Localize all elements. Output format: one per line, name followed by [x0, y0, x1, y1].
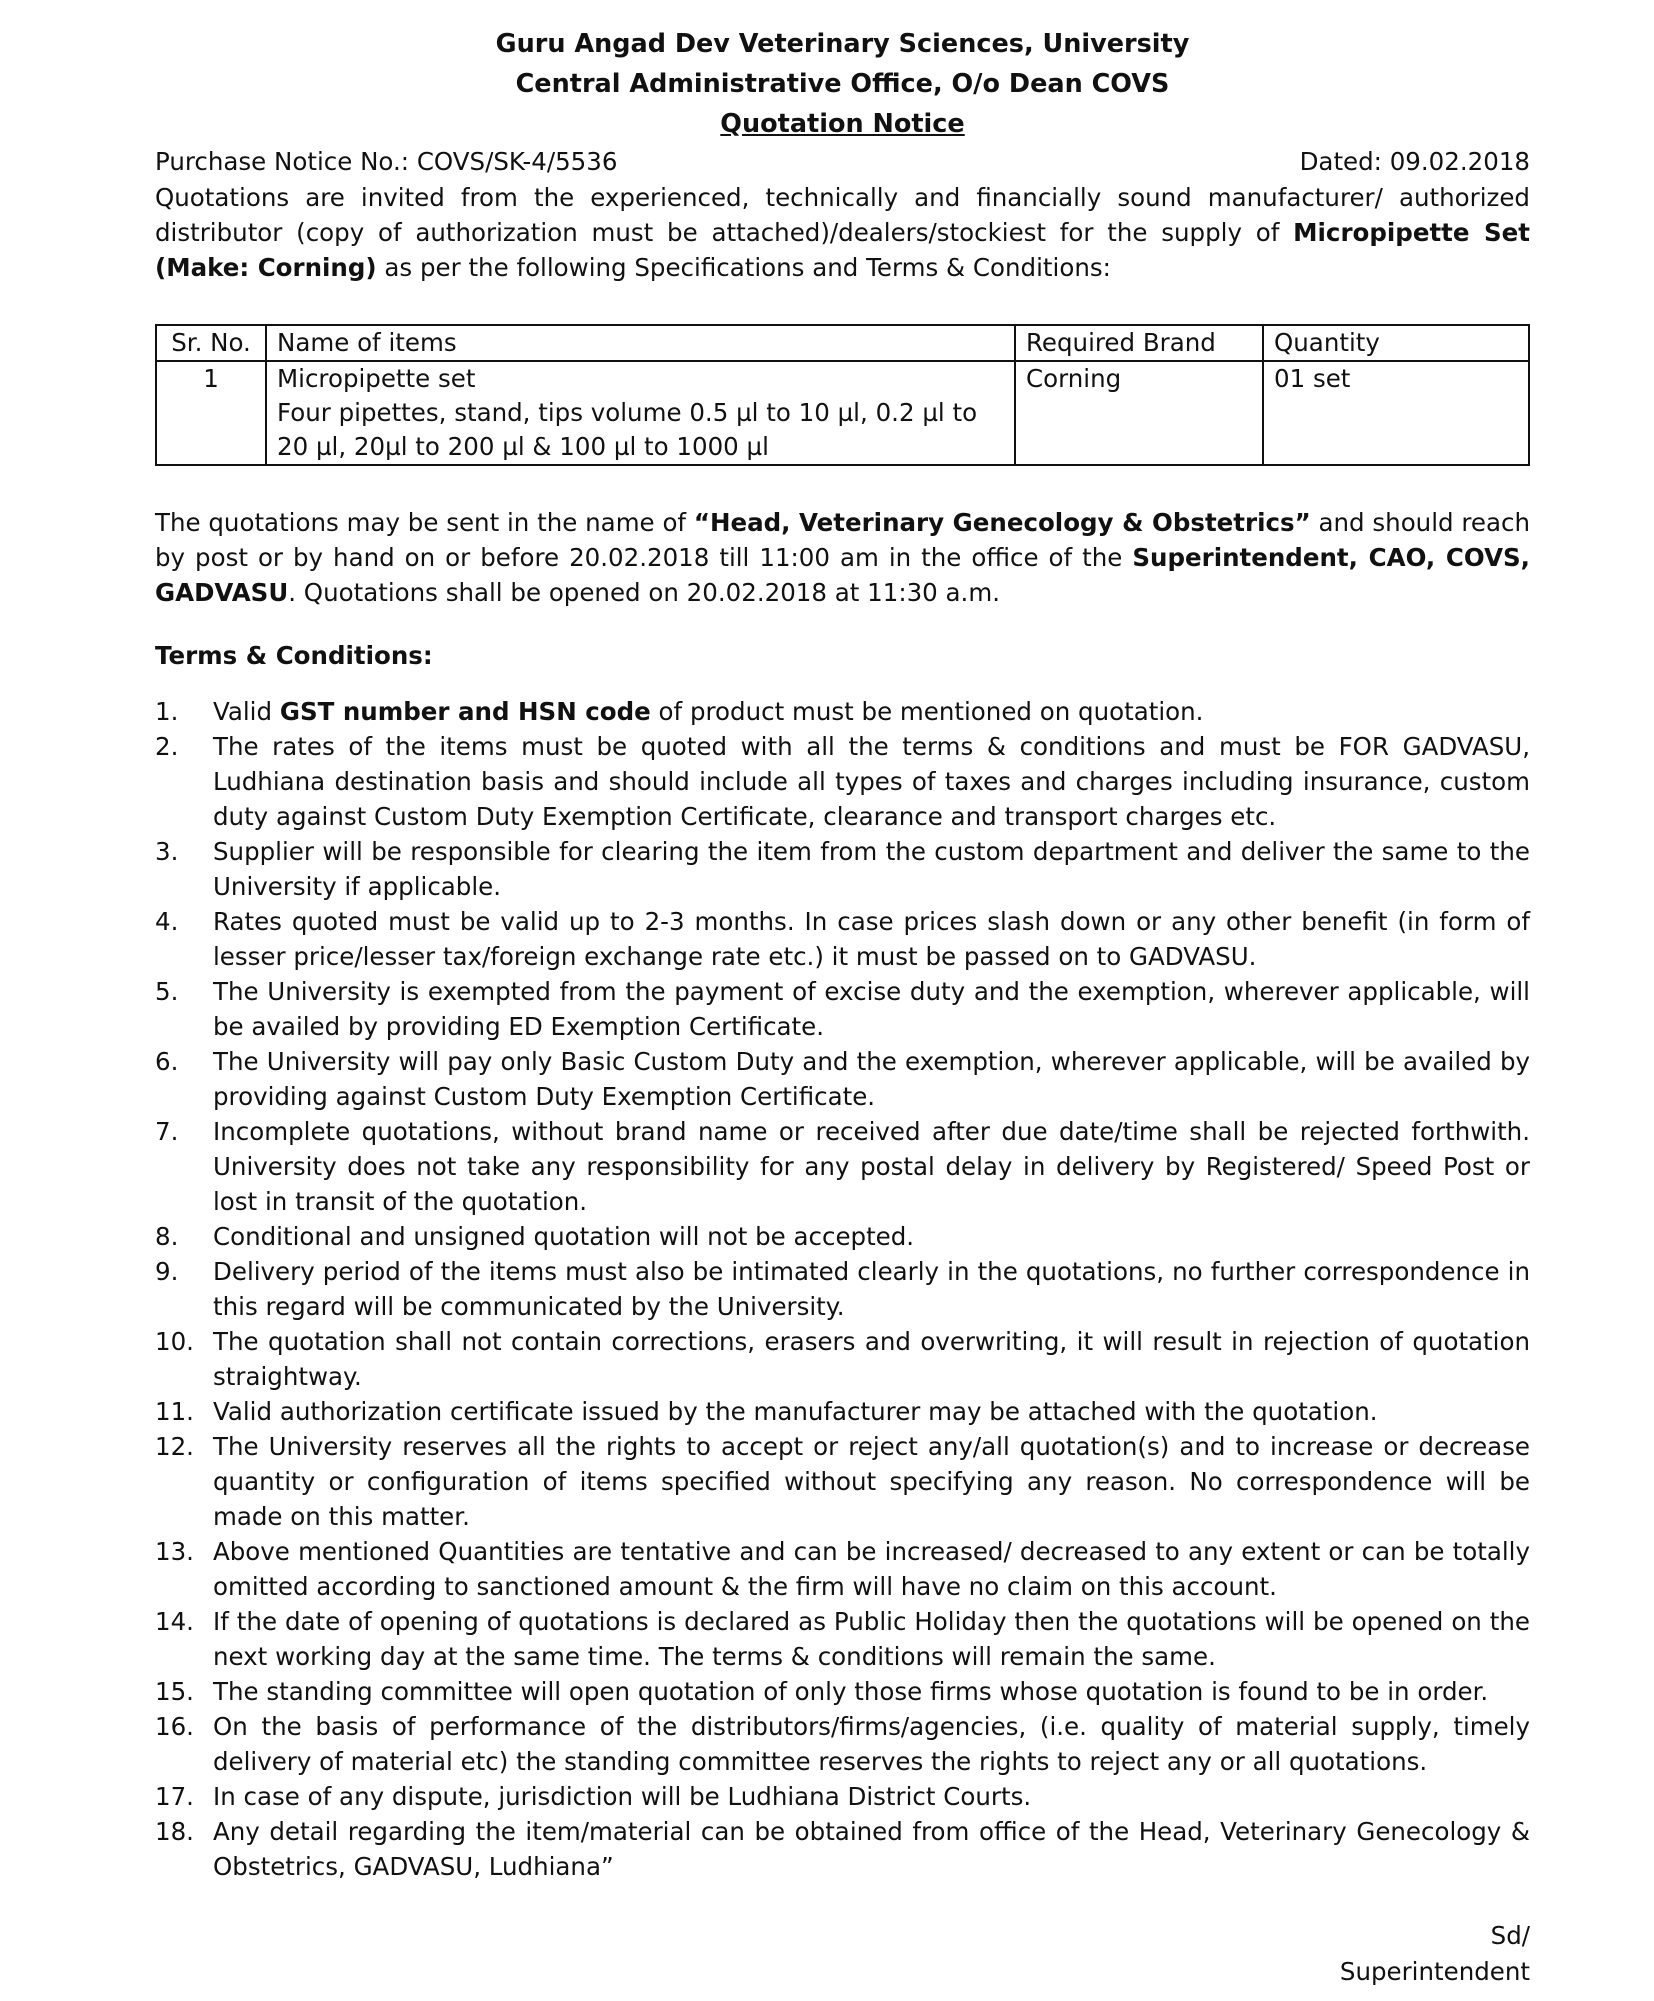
term-number: 3. [155, 837, 179, 866]
office-name: Central Administrative Office, O/o Dean COVS [515, 69, 1170, 99]
row-sr-no: 1 [156, 361, 266, 465]
term-text [213, 1044, 1530, 1114]
item-description: Four pipettes, stand, tips volume 0.5 µl to 10 µl, 0.2 µl to 20 µl, 20µl to 200 µl & 100 µl to 1000 µl [277, 398, 978, 461]
addressee: “Head, Veterinary Genecology & Obstetrics” [693, 508, 1311, 537]
term-text [213, 974, 1530, 1044]
term-text-part: Above mentioned Quantities are tentative and can be increased/ decreased to any extent or can be totally omitted according to sanctioned amount & the firm will have no claim on this account. [213, 1537, 1530, 1601]
term-text-part: of product must be mentioned on quotation. [650, 697, 1204, 726]
term-number: 18. [155, 1817, 194, 1846]
list-item [155, 1044, 1530, 1114]
term-number: 4. [155, 907, 179, 936]
term-text [213, 904, 1530, 974]
list-item [155, 1814, 1530, 1884]
row-quantity: 01 set [1263, 361, 1529, 465]
term-text-part: The standing committee will open quotation of only those firms whose quotation is found to be in order. [213, 1677, 1489, 1706]
header-quantity: Quantity [1263, 325, 1529, 361]
term-number: 15. [155, 1677, 194, 1706]
list-item [155, 694, 1530, 729]
term-text-part: Valid [213, 697, 280, 726]
term-number: 10. [155, 1327, 194, 1356]
term-number: 5. [155, 977, 179, 1006]
term-text [213, 1324, 1530, 1394]
term-text [213, 1674, 1530, 1709]
university-name: Guru Angad Dev Veterinary Sciences, University [495, 29, 1190, 59]
list-item [155, 1534, 1530, 1604]
notice-meta [155, 144, 1530, 180]
term-text [213, 1219, 1530, 1254]
notice-title: Quotation Notice [720, 109, 965, 139]
term-text [213, 694, 1530, 729]
term-text-part: Valid authorization certificate issued by the manufacturer may be attached with the quotation. [213, 1397, 1378, 1426]
term-text-part: The University will pay only Basic Custom Duty and the exemption, wherever applicable, will be availed by providing against Custom Duty Exemption Certificate. [213, 1047, 1530, 1111]
term-text-part: The University reserves all the rights to accept or reject any/all quotation(s) and to increase or decrease quantity or configuration of items specified without specifying any reason. No correspondence will be made on this matter. [213, 1432, 1530, 1531]
term-text [213, 1394, 1530, 1429]
list-item [155, 1674, 1530, 1709]
list-item [155, 1604, 1530, 1674]
submission-text-1: The quotations may be sent in the name of [155, 508, 694, 537]
list-item [155, 974, 1530, 1044]
list-item [155, 904, 1530, 974]
header-name-of-items: Name of items [266, 325, 1015, 361]
term-text [213, 1709, 1530, 1779]
list-item [155, 1709, 1530, 1779]
notice-date: Dated: 09.02.2018 [1299, 147, 1530, 176]
item-highlight: Micropipette Set (Make: Corning) [155, 218, 1530, 282]
term-text [213, 1254, 1530, 1324]
list-item [155, 1254, 1530, 1324]
list-item [155, 1394, 1530, 1429]
term-text-part: Incomplete quotations, without brand name or received after due date/time shall be rejected forthwith. University does not take any responsibility for any postal delay in delivery by Registered/ Speed Post or lost in transit of the quotation. [213, 1117, 1530, 1216]
term-number: 6. [155, 1047, 179, 1076]
term-text-part: In case of any dispute, jurisdiction will be Ludhiana District Courts. [213, 1782, 1032, 1811]
term-number: 1. [155, 697, 179, 726]
table-row [156, 361, 1529, 465]
term-number: 16. [155, 1712, 194, 1741]
submission-paragraph [155, 505, 1530, 610]
term-text [213, 1604, 1530, 1674]
table-header-row [156, 325, 1529, 361]
term-text-part: If the date of opening of quotations is declared as Public Holiday then the quotations will be opened on the next working day at the same time. The terms & conditions will remain the same. [213, 1607, 1530, 1671]
term-text [213, 1779, 1530, 1814]
term-text-bold: GST number and HSN code [279, 697, 651, 726]
term-text [213, 1114, 1530, 1219]
terms-list [155, 694, 1530, 1884]
header-required-brand: Required Brand [1015, 325, 1263, 361]
term-text-part: Supplier will be responsible for clearing the item from the custom department and deliver the same to the University if applicable. [213, 837, 1530, 901]
row-item-name [266, 361, 1015, 465]
intro-text: Quotations are invited from the experienced, technically and financially sound manufacturer/ authorized distributor (copy of authorization must be attached)/dealers/stockiest for the supply of [155, 183, 1530, 247]
list-item [155, 834, 1530, 904]
term-text [213, 1814, 1530, 1884]
term-text-part: Any detail regarding the item/material can be obtained from office of the Head, Veterinary Genecology & Obstetrics, GADVASU, Ludhiana” [213, 1817, 1530, 1881]
term-number: 8. [155, 1222, 179, 1251]
term-text-part: The University is exempted from the payment of excise duty and the exemption, wherever applicable, will be availed by providing ED Exemption Certificate. [213, 977, 1530, 1041]
term-text-part: The rates of the items must be quoted with all the terms & conditions and must be FOR GADVASU, Ludhiana destination basis and should include all types of taxes and charges including insurance, custom duty against Custom Duty Exemption Certificate, clearance and transport charges etc. [213, 732, 1530, 831]
term-number: 17. [155, 1782, 194, 1811]
list-item [155, 1779, 1530, 1814]
row-brand: Corning [1015, 361, 1263, 465]
terms-heading: Terms & Conditions: [155, 641, 433, 670]
term-number: 2. [155, 732, 179, 761]
item-name: Micropipette set [277, 364, 476, 393]
list-item [155, 1219, 1530, 1254]
term-text-part: Rates quoted must be valid up to 2-3 months. In case prices slash down or any other benefit (in form of lesser price/lesser tax/foreign exchange rate etc.) it must be passed on to GADVASU. [213, 907, 1530, 971]
term-text-part: On the basis of performance of the distributors/firms/agencies, (i.e. quality of material supply, timely delivery of material etc) the standing committee reserves the rights to reject any or all quotations. [213, 1712, 1530, 1776]
items-table [155, 324, 1530, 466]
term-text-part: Delivery period of the items must also be intimated clearly in the quotations, no further correspondence in this regard will be communicated by the University. [213, 1257, 1530, 1321]
term-text-part: The quotation shall not contain corrections, erasers and overwriting, it will result in rejection of quotation straightway. [213, 1327, 1530, 1391]
term-number: 12. [155, 1432, 194, 1461]
delivery-office: Superintendent, CAO, COVS, GADVASU [155, 543, 1530, 607]
term-text [213, 834, 1530, 904]
submission-text-3: . Quotations shall be opened on 20.02.2018 at 11:30 a.m. [288, 578, 1000, 607]
term-number: 13. [155, 1537, 194, 1566]
signature-block [155, 1918, 1530, 1990]
list-item [155, 729, 1530, 834]
list-item [155, 1429, 1530, 1534]
term-text [213, 1534, 1530, 1604]
list-item [155, 1324, 1530, 1394]
signature-title: Superintendent [1339, 1957, 1530, 1986]
quotation-notice-page [155, 24, 1530, 1990]
term-text [213, 729, 1530, 834]
intro-paragraph [155, 180, 1530, 285]
purchase-notice-number: Purchase Notice No.: COVS/SK-4/5536 [155, 147, 618, 176]
term-text [213, 1429, 1530, 1534]
header-sr-no: Sr. No. [156, 325, 266, 361]
intro-text-end: as per the following Specifications and Terms & Conditions: [376, 253, 1111, 282]
term-number: 9. [155, 1257, 179, 1286]
term-number: 7. [155, 1117, 179, 1146]
signature-sd: Sd/ [1490, 1921, 1530, 1950]
list-item [155, 1114, 1530, 1219]
term-number: 11. [155, 1397, 194, 1426]
term-text-part: Conditional and unsigned quotation will not be accepted. [213, 1222, 915, 1251]
submission-text-2: and should reach by post or by hand on or before 20.02.2018 till 11:00 am in the office of the [155, 508, 1531, 572]
term-number: 14. [155, 1607, 194, 1636]
